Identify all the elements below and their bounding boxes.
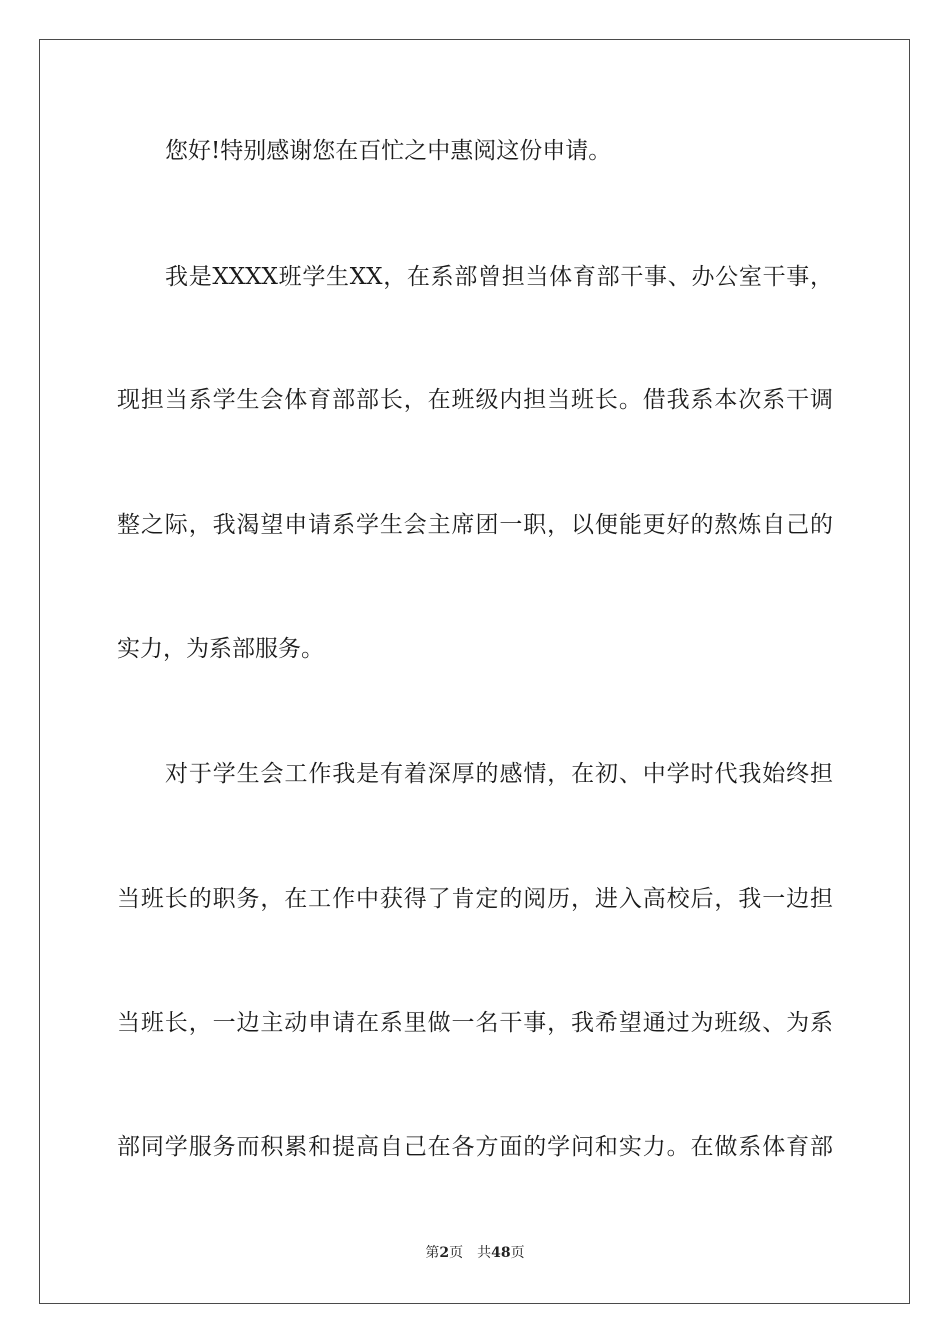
paragraph-line: 对于学生会工作我是有着深厚的感情，在初、中学时代我始终担 — [165, 761, 833, 787]
paragraph-line: 整之际，我渴望申请系学生会主席团一职，以便能更好的熬炼自己的 — [117, 512, 833, 538]
total-prefix: 共 — [477, 1245, 492, 1261]
paragraph-line: 当班长的职务，在工作中获得了肯定的阅历，进入高校后，我一边担 — [117, 886, 833, 912]
page-prefix: 第 — [425, 1245, 440, 1261]
paragraph-line: 实力，为系部服务。 — [117, 636, 324, 662]
current-page-number: 2 — [439, 1245, 450, 1261]
page-footer — [0, 1244, 950, 1262]
page-suffix: 页 — [449, 1245, 464, 1261]
page-border — [39, 39, 910, 1304]
paragraph-line: 部同学服务而积累和提高自己在各方面的学问和实力。在做系体育部 — [117, 1134, 833, 1160]
paragraph-line: 当班长，一边主动申请在系里做一名干事，我希望通过为班级、为系 — [117, 1010, 833, 1036]
total-suffix: 页 — [510, 1245, 525, 1261]
paragraph-line: 现担当系学生会体育部部长，在班级内担当班长。借我系本次系干调 — [117, 387, 833, 413]
total-page-number: 48 — [491, 1245, 511, 1261]
paragraph-line: 您好!特别感谢您在百忙之中惠阅这份申请。 — [165, 138, 612, 164]
paragraph-line: 我是XXXX班学生XX，在系部曾担当体育部干事、办公室干事， — [165, 264, 833, 290]
